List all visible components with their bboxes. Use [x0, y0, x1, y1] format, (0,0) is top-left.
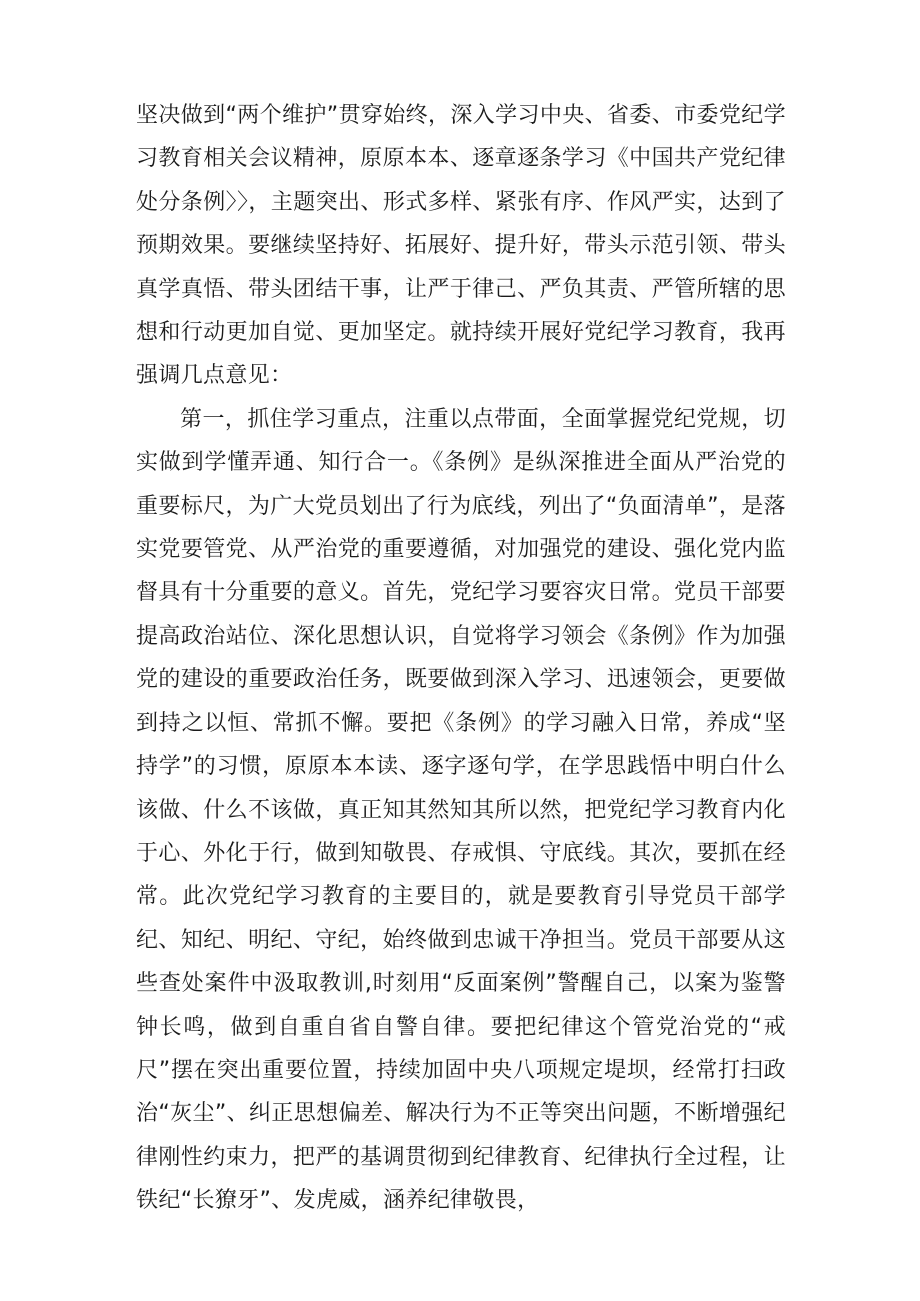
paragraph-2: 第一，抓住学习重点，注重以点带面，全面掌握党纪党规，切实做到学懂弄通、知行合一。《条例》是纵深推进全面从严治党的重要标尺，为广大党员划出了行为底线，列出了“负面清单”，是落实党要管党、从严治党的重要遵循，对加强党的建设、强化党内监督具有十分重要的意义。首先，党纪学习要容灾日常。党员干部要提高政治站位、深化思想认识，自觉将学习领会《条例》作为加强党的建设的重要政治任务，既要做到深入学习、迅速领会，更要做到持之以恒、常抓不懈。要把《条例》的学习融入日常，养成“坚持学”的习惯，原原本本读、逐字逐句学，在学思践悟中明白什么该做、什么不该做，真正知其然知其所以然，把党纪学习教育内化于心、外化于行，做到知敬畏、存戒惧、守底线。其次，要抓在经常。此次党纪学习教育的主要目的，就是要教育引导党员干部学纪、知纪、明纪、守纪，始终做到忠诚干净担当。党员干部要从这些查处案件中汲取教训,时刻用“反面案例”警醒自己，以案为鉴警钟长鸣，做到自重自省自警自律。要把纪律这个管党治党的“戒尺”摆在突出重要位置，持续加固中央八项规定堤坝，经常打扫政治“灰尘”、纠正思想偏差、解决行为不正等突出问题，不断增强纪律刚性约束力，把严的基调贯彻到纪律教育、纪律执行全过程，让铁纪“长獠牙”、发虎威，涵养纪律敬畏， — [136, 406, 786, 1214]
document-body — [136, 94, 786, 1223]
paragraph-1: 坚决做到“两个维护”贯穿始终，深入学习中央、省委、市委党纪学习教育相关会议精神，原原本本、逐章逐条学习《中国共产党纪律处分条例〉〉，主题突出、形式多样、紧张有序、作风严实，达到了预期效果。要继续坚持好、拓展好、提升好，带头示范引领、带头真学真悟、带头团结干事，让严于律己、严负其责、严管所辖的思想和行动更加自觉、更加坚定。就持续开展好党纪学习教育，我再强调几点意见： — [136, 103, 786, 389]
